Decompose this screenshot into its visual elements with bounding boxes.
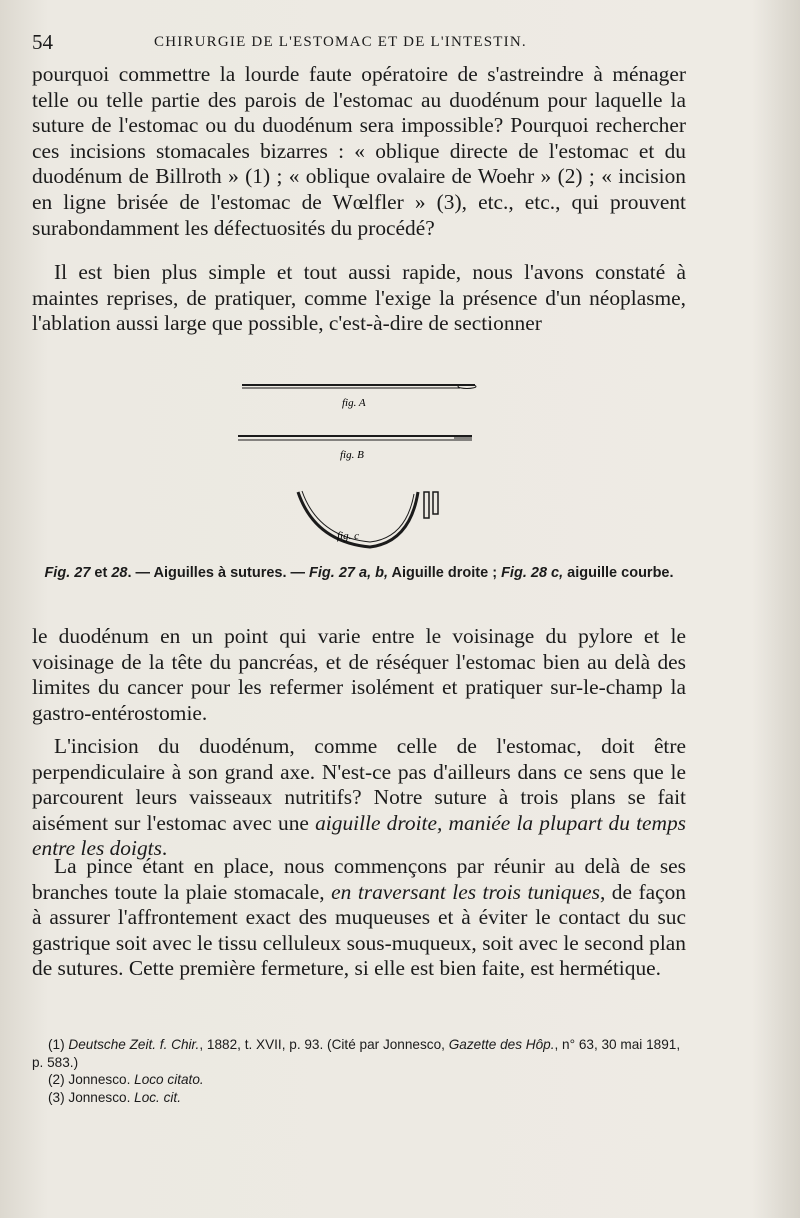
caption-fig-ref-1: Fig. 27 bbox=[44, 565, 91, 581]
footnote-1-number: (1) bbox=[48, 1037, 69, 1052]
figure-caption bbox=[32, 565, 686, 581]
footnote-1-text-end: , n° 63, 30 mai 1891, p. 583.) bbox=[32, 1037, 681, 1070]
caption-and: et bbox=[90, 565, 112, 581]
straight-needle-b bbox=[238, 436, 472, 440]
paragraph-5 bbox=[32, 854, 686, 982]
caption-desc-2: aiguille courbe. bbox=[563, 565, 674, 581]
footnote-1-text: , 1882, t. XVII, p. 93. (Cité par Jonnesco, bbox=[199, 1037, 449, 1052]
fig-label-a: fig. A bbox=[342, 397, 366, 409]
needles-illustration bbox=[220, 372, 520, 562]
footnote-1-gazette: Gazette des Hôp. bbox=[448, 1037, 555, 1052]
caption-fig-ref-3: Fig. 27 a, b, bbox=[309, 565, 389, 581]
fig-label-c: fig. c bbox=[337, 530, 359, 542]
paragraph-2: Il est bien plus simple et tout aussi rapide, nous l'avons constaté à maintes reprises, de pratiquer, comme l'exige la présence d'un néoplasme, l'ablation aussi large que possible, c'est-à-dire de sectionner bbox=[32, 260, 686, 336]
footnotes bbox=[32, 1036, 692, 1106]
fig-label-b: fig. B bbox=[340, 449, 364, 461]
paragraph-1: pourquoi commettre la lourde faute opératoire de s'astreindre à ménager telle ou telle partie des parois de l'estomac au duodénum pour laquelle la suture de l'estomac ou du duodénum sera impossible? Pourquoi rechercher ces incisions stomacales bizarres : « oblique directe de l'estomac et du duodénum de Billroth » (1) ; « oblique ovalaire de Woehr » (2) ; « incision en ligne brisée de l'estomac de Wœlfler » (3), etc., etc., qui prouvent surabondamment les défectuosités du procédé? bbox=[32, 62, 686, 240]
paragraph-4-emphasis: aiguille droite, maniée la plupart du temps entre les doigts bbox=[32, 810, 686, 861]
paragraph-3: le duodénum en un point qui varie entre le voisinage du pylore et le voisinage de la tête du pancréas, et de réséquer l'estomac bien au delà des limites du cancer pour les refermer isolément et pratiquer sur-le-champ la gastro-entérostomie. bbox=[32, 624, 686, 725]
footnote-1 bbox=[32, 1036, 692, 1071]
footnote-2-text: (2) Jonnesco. bbox=[48, 1072, 135, 1088]
footnote-3-ref: Loc. cit. bbox=[134, 1089, 181, 1105]
page-number: 54 bbox=[32, 30, 53, 54]
caption-desc-1: Aiguille droite ; bbox=[388, 565, 502, 581]
straight-needle-a bbox=[242, 385, 476, 389]
footnote-3 bbox=[32, 1089, 692, 1107]
footnote-2 bbox=[32, 1071, 692, 1089]
figure-needles bbox=[220, 372, 520, 562]
paragraph-4 bbox=[32, 734, 686, 862]
footnote-2-ref: Loco citato. bbox=[134, 1072, 204, 1088]
paragraph-4-text: L'incision du duodénum, comme celle de l'estomac, doit être perpendiculaire à son grand axe. N'est-ce pas d'ailleurs dans ce sens que le parcourent leurs vaisseaux nutritifs? Notre suture à trois plans se fait aisément sur l'estomac avec une bbox=[32, 734, 686, 835]
caption-fig-ref-4: Fig. 28 c, bbox=[501, 565, 564, 581]
caption-title: . — Aiguilles à sutures. — bbox=[127, 565, 310, 581]
paragraph-5-end: , de façon à assurer l'affrontement exact des muqueuses et à éviter le contact du suc gastrique soit avec le tissu celluleux sous-muqueux, soit avec le second plan de sutures. Cette première fermeture, si elle est bien faite, est hermétique. bbox=[32, 879, 686, 981]
curved-needle-c bbox=[298, 491, 438, 547]
footnote-1-journal: Deutsche Zeit. f. Chir. bbox=[68, 1037, 200, 1052]
paragraph-5-emphasis: en traversant les trois tuniques bbox=[331, 879, 600, 904]
page-header bbox=[32, 30, 732, 58]
running-title: CHIRURGIE DE L'ESTOMAC ET DE L'INTESTIN. bbox=[154, 34, 527, 50]
paragraph-4-end: . bbox=[161, 836, 168, 861]
caption-fig-ref-2: 28 bbox=[111, 565, 128, 581]
footnote-3-text: (3) Jonnesco. bbox=[48, 1089, 135, 1105]
paragraph-5-text: La pince étant en place, nous commençons par réunir au delà de ses branches toute la plaie stomacale, bbox=[32, 854, 686, 904]
